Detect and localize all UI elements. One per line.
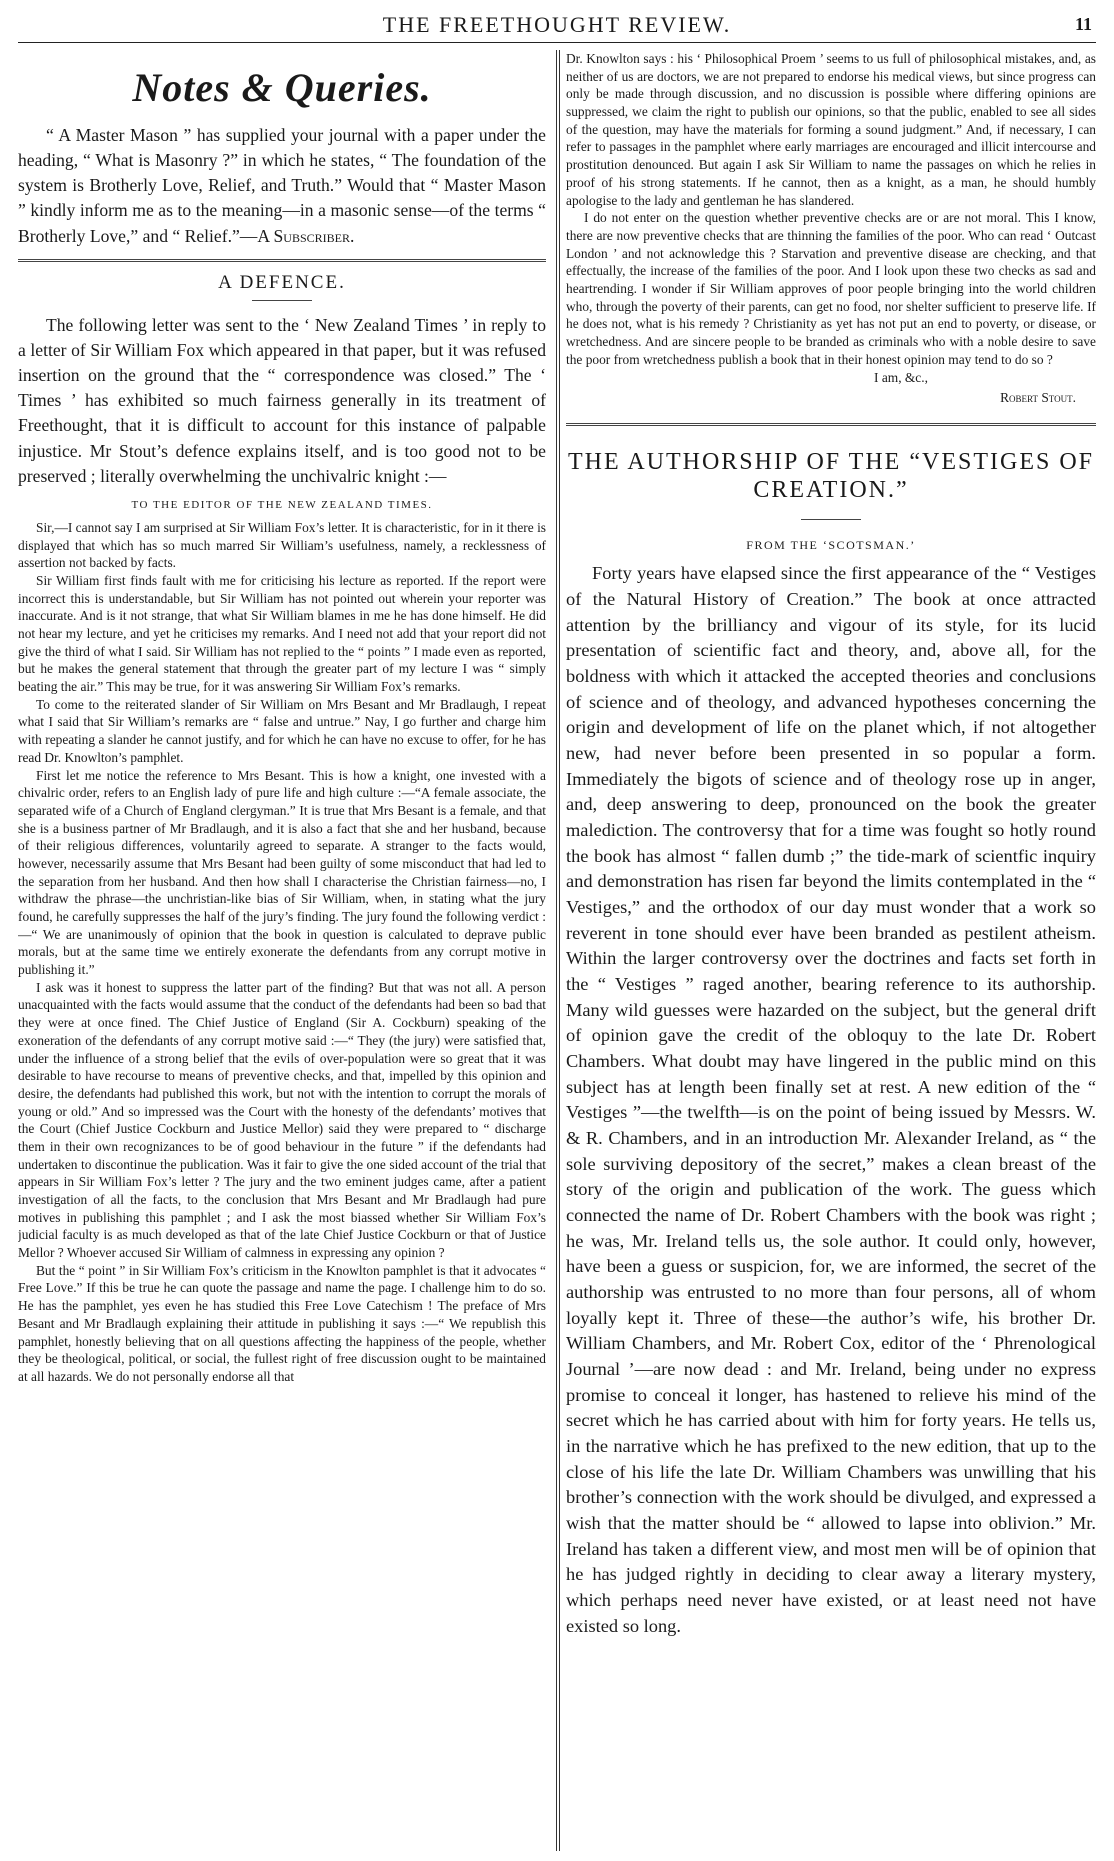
notes-text: “ A Master Mason ” has supplied your journal with a paper under the heading, “ What is Masonry ?” in which he states, “ The foundation of the system is Brotherly Love, Relief, and Truth.” Would that “ Master Mason ” kindly inform me as to the meaning—in a masonic sense—of the terms “ Brotherly Love,” and “ Relief.”—A	[18, 125, 546, 246]
section-rule	[566, 423, 1096, 426]
left-column	[18, 50, 546, 1851]
letter-closing: I am, &c.,	[874, 370, 928, 386]
source-line: FROM THE ‘SCOTSMAN.’	[746, 538, 916, 553]
defence-intro: The following letter was sent to the ‘ New Zealand Times ’ in reply to a letter of Sir William Fox which appeared in that paper, but it was refused insertion on the ground that the “ correspondence was closed.” The ‘ Times ’ has exhibited so much fairness generally in its treatment of Freethought, that it is difficult to account for this instance of palpable injustice. Mr Stout’s defence explains itself, and is too good not to be preserved ; literally overwhelming the unchivalric knight :—	[18, 314, 546, 486]
notes-signature: Subscriber.	[273, 225, 355, 246]
letter-signoff	[566, 368, 1096, 408]
right-column	[566, 50, 1096, 1851]
letter-paragraph: First let me notice the reference to Mrs Besant. This is how a knight, one invested with a chivalric order, refers to an English lady of pure life and high culture :—“A female associate, the separated wife of a Church of England clergyman.” It is true that Mrs Besant is a female, and that she is a business partner of Mr Bradlaugh, and it is also a fact that she and her husband, because of their religious differences, voluntarily agreed to separate. A stranger to the facts would, however, necessarily assume that Mrs Besant had been guilty of some misconduct that had led to the separation from her husband. And then how shall I characterise the Christian fairness—no, I withdraw the phrase—the unchristian-like bias of Sir William, when, in stating what the jury found, he carefully suppresses the half of the jury’s finding. The jury found the following verdict :—“ We are unanimously of opinion that the book in question is calculated to deprave public morals, but at the same time we entirely exonerate the defendants from any corrupt motive in publishing it.”	[18, 767, 546, 978]
letter-paragraph: I do not enter on the question whether preventive checks are or are not moral. This I know, there are now preventive checks that are thinning the families of the poor. Who can read ‘ Outcast London ’ and not acknowledge this ? Starvation and preventive disease are checking, and that effectually, the increase of the families of the poor. And I look upon these two checks as sad and heartrending. I wonder if Sir William approves of poor people bringing into the world children who, through the poverty of their parents, can get no food, nor shelter sufficient to preserve life. If he does not, what is his remedy ? Christianity as yet has not put an end to poverty, or disease, or wretchedness. And are sincere people to be branded as criminals who with a noble desire to save the poor from wretchedness publish a book that in their honest opinion may tend to do so ?	[566, 210, 1096, 367]
publication-title: THE FREETHOUGHT REVIEW.	[382, 12, 732, 37]
vestiges-body: Forty years have elapsed since the first appearance of the “ Vestiges of the Natural History of Creation.” The book at once attracted attention by the brilliancy and vigour of its style, for its lucid presentation of scientific fact and theory, and, above all, for the boldness with which it attacked the accepted theories and conclusions of science and of theology, and advanced hypotheses concerning the origin and development of life on the planet which, if not altogether new, had never before been presented in so popular a form. Immediately the bigots of science and of theology rose up in anger, and, deep answering to deep, pronounced on the book the greater malediction. The controversy that for a time was fought so hotly round the book has almost “ fallen dumb ;” the tide-mark of scientfic inquiry and demonstration has risen far beyond the limits contemplated in the “ Vestiges,” and the orthodox of our day must wonder that a work so reverent in tone should ever have been branded as pestilent atheism. Within the larger controversy over the doctrines and facts set forth in the “ Vestiges ” raged another, bearing reference to its authorship. Many wild guesses were hazarded on the subject, but the general drift of opinion gave the credit of the obloquy to the late Dr. Robert Chambers. What doubt may have lingered in the public mind on this subject has at length been finally set at rest. A new edition of the “ Vestiges ”—the twelfth—is on the point of being issued by Messrs. W. & R. Chambers, and in an introduction Mr. Alexander Ireland, as “ the sole surviving depository of the secret,” makes a clean breast of the story of the origin and publication of the work. The guess which connected the name of Dr. Robert Chambers with the book was right ; he was, Mr. Ireland tells us, the sole author. It could only, however, have been a guess or suspicion, for, we are informed, the secret of the authorship was entrusted to no more than four persons, all of whom loyally kept it. Three of these—the author’s wife, his brother Dr. William Chambers, and Mr. Robert Cox, editor of the ‘ Phrenological Journal ’—are now dead : and Mr. Ireland, being under no express promise to conceal it longer, has hastened to relieve his mind of the secret which he has carried about with him for forty years. He tells us, in the narrative which he has prefixed to the new edition, that up to the close of his life the late Dr. William Chambers was unwilling that his brother’s connection with the work should be divulged, and expressed a wish that the matter should be “ allowed to lapse into oblivion.” Mr. Ireland has taken a different view, and most men will be of opinion that he has judged rightly in deciding to clear away a literary mystery, which perhaps need never have existed, or at least need not have existed so long.	[566, 563, 1096, 1636]
letter-paragraph: Sir William first finds fault with me for criticising his lecture as reported. If the report were incorrect this is understandable, but Sir William has not pointed out wherein your reporter was inaccurate. And is it not strange, that what Sir William blames in me he has done himself. He did not hear my lecture, and yet he criticises my remarks. And I need not add that your report did not give the third of what I said. Sir William has not replied to the “ points ” I made even as reported, but he makes the general statement that through the greater part of my lecture I was “ simply beating the air.” This may be true, for it was answering Sir William Fox’s remarks.	[18, 572, 546, 695]
vestiges-heading: THE AUTHORSHIP OF THE “VESTIGES OF CREATION.”	[567, 448, 1094, 504]
short-rule	[252, 300, 312, 301]
notes-body	[18, 123, 546, 249]
letter-paragraph: To come to the reiterated slander of Sir William on Mrs Besant and Mr Bradlaugh, I repeat what I said that Sir William’s remarks are “ false and untrue.” Nay, I go further and charge him with repeating a slander he cannot justify, and for which he can have no excuse to offer, for he has read Dr. Knowlton’s pamphlet.	[18, 696, 546, 765]
column-divider	[556, 50, 557, 1851]
letter-paragraph: I ask was it honest to suppress the latter part of the finding? But that was not all. A person unacquainted with the facts would assume that the conduct of the defendants had been so bad that they were at once fined. The Chief Justice of England (Sir A. Cockburn) speaking of the exoneration of the defendants of any corrupt motive said :—“ They (the jury) were satisfied that, under the influence of a strong belief that the evils of over-population were so great that it was desirable to have recourse to means of preventive checks, and that, impelled by this opinion and desire, the defendants had published this work, but not with the intention to corrupt the morals of young or old.” And so impressed was the Court with the honesty of the defendants’ motives that the Court (Chief Justice Cockburn and Justice Mellor) said they were prepared to “ discharge them in their own recognizances to be of good behaviour in the future ” if the defendants had undertaken to discontinue the publication. Was it fair to give the one sided account of the trial that appears in Sir William Fox’s letter ? The jury and the two eminent judges came, after a patient investigation of all the facts, to the conclusion that Mrs Besant and Mr Bradlaugh had pure motives in publishing this pamphlet ; and I ask the most biassed whether Sir William Fox’s judicial faculty is as much developed as that of the late Chief Justice Cockburn or that of Justice Mellor ? Whoever accused Sir William of calmness in expressing any opinion ?	[18, 979, 546, 1261]
letter-paragraph: But the “ point ” in Sir William Fox’s criticism in the Knowlton pamphlet is that it advocates “ Free Love.” If this be true he can quote the passage and name the page. I challenge him to do so. He has the pamphlet, yes even he has studied this Free Love Catechism ! The preface of Mrs Besant and Mr Bradlaugh explaining their attitude in publishing it says :—“ We republish this pamphlet, honestly believing that on all questions affecting the happiness of the people, whether they be theological, political, or social, the fullest right of free discussion ought to be maintained at all hazards. We do not personally endorse all that	[18, 1262, 546, 1384]
section-rule	[18, 259, 546, 262]
to-editor-line: TO THE EDITOR OF THE NEW ZEALAND TIMES.	[131, 498, 433, 511]
page-number: 11	[1074, 14, 1092, 34]
short-rule	[801, 519, 861, 520]
column-divider	[559, 50, 560, 1851]
defence-heading: A DEFENCE.	[218, 271, 346, 293]
letter-author: Robert Stout.	[1000, 390, 1076, 406]
notes-heading: Notes & Queries.	[132, 65, 432, 110]
columns	[18, 50, 1096, 1851]
letter-paragraph: Sir,—I cannot say I am surprised at Sir William Fox’s letter. It is characteristic, for in it there is displayed that which has so much marred Sir William’s usefulness, namely, a recklessness of assertion not backed by facts.	[18, 519, 546, 571]
letter-paragraph-continued: Dr. Knowlton says : his ‘ Philosophical Proem ’ seems to us full of philosophical mistakes, and, as neither of us are doctors, we are not prepared to endorse his medical views, but since progress can only be made through discussion, and no discussion is possible where differing opinions are suppressed, we claim the right to publish our opinions, so that the public, enabled to see all sides of the question, may have the materials for forming a sound judgment.” And, if necessary, I can refer to passages in the pamphlet where early marriages are encouraged and illicit intercourse and prostitution denounced. But again I ask Sir William to name the passages on which he relies in proof of his strong statements. If he cannot, then as a knight, as a man, he should humbly apologise to the lady and gentleman he has slandered.	[566, 51, 1096, 208]
masthead	[18, 8, 1096, 43]
